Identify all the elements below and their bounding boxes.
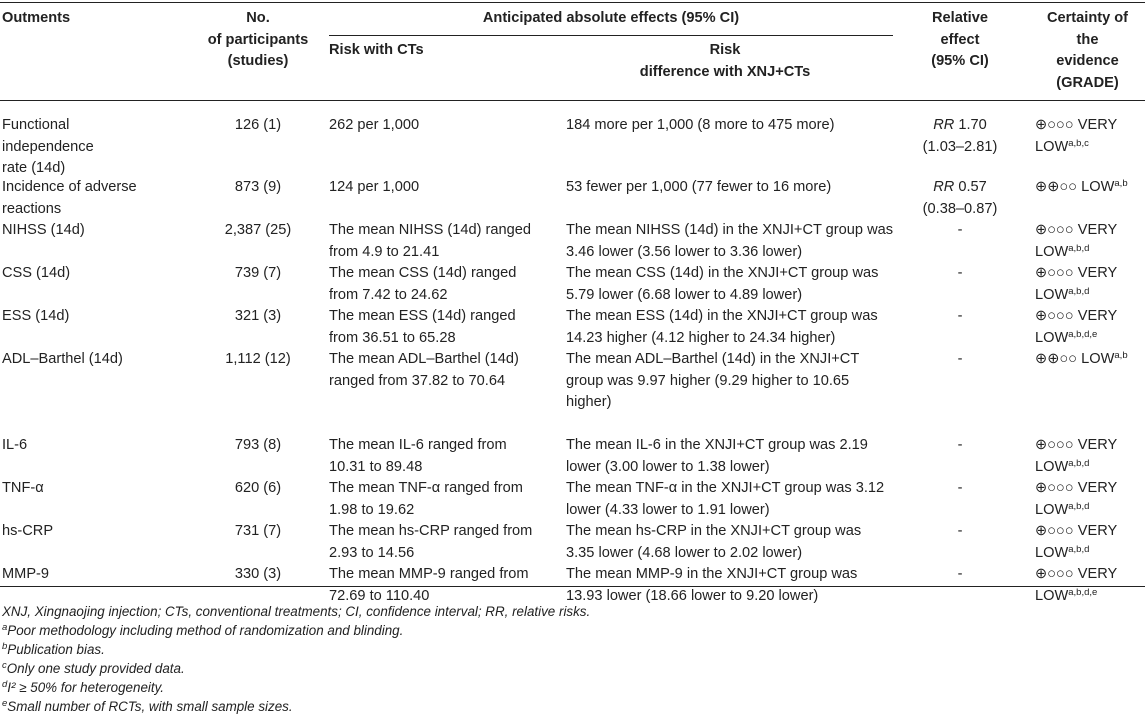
relative-effect-line: -: [957, 437, 963, 453]
certainty-line: LOW$^{a,b,c}$: [1035, 137, 1089, 155]
certainty-line: ⊕○○○ VERY: [1035, 566, 1118, 582]
risk-ct-cell: [329, 521, 532, 564]
participants-cell: 126 (1): [234, 117, 282, 133]
risk-difference-line: The mean NIHSS (14d) in the XNJI+CT group was: [566, 222, 894, 238]
certainty-line: LOW$^{a,b,d}$: [1035, 457, 1090, 475]
certainty-line: LOW$^{a,b,d}$: [1035, 242, 1090, 260]
outcome-cell: [2, 115, 94, 180]
participants-cell: 1,112 (12): [225, 351, 291, 367]
relative-effect-cell: [910, 435, 1010, 457]
header-certainty-line: evidence: [1056, 53, 1119, 69]
relative-effect-cell: [910, 349, 1010, 371]
risk-difference-line: 184 more per 1,000 (8 more to 475 more): [566, 117, 835, 133]
header-relative-effect: [910, 8, 1010, 73]
certainty-line: ⊕○○○ VERY: [1035, 437, 1118, 453]
certainty-line: ⊕○○○ VERY: [1035, 523, 1118, 539]
outcome-line: Incidence of adverse: [2, 179, 137, 195]
header-risk-difference-line: difference with XNJ+CTs: [639, 63, 811, 80]
risk-ct-cell: [329, 115, 419, 137]
risk-difference-cell: [566, 263, 878, 306]
header-certainty-line: Certainty of: [1046, 10, 1129, 26]
certainty-line: LOW$^{a,b,d}$: [1035, 285, 1090, 303]
risk-difference-line: The mean hs-CRP in the XNJI+CT group was: [566, 523, 862, 539]
relative-effect-cell: [910, 177, 1010, 220]
outcome-line: IL-6: [2, 437, 28, 453]
participants-cell: 731 (7): [234, 523, 282, 539]
header-participants-line: of participants: [207, 31, 309, 48]
footnote-text: XNJ, Xingnaojing injection; CTs, conventional treatments; CI, confidence interval; RR, relative risks.: [2, 604, 591, 619]
relative-effect-line: (1.03–2.81): [922, 138, 998, 155]
outcome-cell: [2, 349, 123, 371]
footnote-mark: c: [2, 660, 7, 671]
risk-difference-line: The mean TNF-α in the XNJI+CT group was 3.12: [566, 480, 885, 496]
risk-ct-line: from 7.42 to 24.62: [329, 286, 448, 303]
header-risk-difference-line: Risk: [709, 42, 741, 58]
relative-effect-cell: [910, 478, 1010, 500]
footnote: [2, 698, 293, 715]
relative-effect-line: RR 0.57: [933, 179, 987, 195]
outcome-line: reactions: [2, 200, 62, 217]
participants-cell: 873 (9): [234, 179, 282, 195]
risk-ct-line: The mean CSS (14d) ranged: [329, 265, 517, 281]
risk-difference-cell: [566, 115, 835, 137]
certainty-footnote-marks: a,b,d: [1068, 242, 1090, 254]
certainty-line: ⊕⊕○○ LOW$^{a,b}$: [1035, 178, 1128, 195]
footnote-mark: a: [2, 622, 8, 633]
risk-ct-line: The mean ESS (14d) ranged: [329, 308, 516, 324]
risk-difference-line: The mean MMP-9 in the XNJI+CT group was: [566, 566, 858, 582]
risk-difference-cell: [566, 478, 884, 521]
header-certainty-line: the: [1076, 31, 1099, 48]
certainty-cell: [1035, 349, 1128, 371]
header-risk-ct: Risk with CTs: [329, 42, 424, 58]
footnote-text: Poor methodology including method of randomization and blinding.: [7, 623, 404, 638]
participants-cell: 321 (3): [234, 308, 282, 324]
participants-cell: 330 (3): [234, 566, 282, 582]
participants-cell: 2,387 (25): [224, 222, 292, 238]
outcome-line: ESS (14d): [2, 308, 70, 324]
risk-difference-cell: [566, 435, 868, 478]
certainty-line: LOW$^{a,b,d,e}$: [1035, 586, 1098, 604]
risk-ct-line: The mean ADL–Barthel (14d): [329, 351, 519, 367]
certainty-line: ⊕⊕○○ LOW$^{a,b}$: [1035, 350, 1128, 367]
footnote: [2, 622, 403, 639]
risk-ct-line: 1.98 to 19.62: [329, 501, 415, 518]
risk-ct-line: The mean TNF-α ranged from: [329, 480, 523, 496]
header-rule: [0, 100, 1145, 101]
risk-difference-cell: [566, 564, 857, 607]
certainty-line: ⊕○○○ VERY: [1035, 117, 1118, 133]
footnote-mark: b: [2, 641, 8, 652]
risk-ct-cell: [329, 263, 516, 306]
risk-ct-line: The mean MMP-9 ranged from: [329, 566, 529, 582]
relative-effect-line: -: [957, 566, 963, 582]
risk-difference-line: lower (4.33 lower to 1.91 lower): [566, 501, 770, 518]
relative-effect-line: -: [957, 222, 963, 238]
outcome-cell: [2, 220, 85, 242]
risk-difference-line: The mean ESS (14d) in the XNJI+CT group was: [566, 308, 878, 324]
certainty-line: ⊕○○○ VERY: [1035, 222, 1118, 238]
certainty-cell: [1035, 263, 1117, 306]
header-relative-line: (95% CI): [931, 53, 989, 69]
anticipated-effects-rule: [329, 35, 893, 36]
certainty-cell: [1035, 435, 1117, 478]
certainty-footnote-marks: a,b,d: [1068, 285, 1090, 297]
risk-ct-line: 10.31 to 89.48: [329, 458, 423, 475]
certainty-cell: [1035, 478, 1117, 521]
risk-ct-line: 124 per 1,000: [329, 179, 420, 195]
risk-ct-line: ranged from 37.82 to 70.64: [329, 372, 506, 389]
relative-effect-cell: [910, 564, 1010, 586]
rr-label: RR: [933, 117, 955, 133]
footnote-text: Small number of RCTs, with small sample sizes.: [7, 699, 293, 714]
risk-ct-line: from 36.51 to 65.28: [329, 329, 456, 346]
certainty-line: ⊕○○○ VERY: [1035, 308, 1118, 324]
footnote: [2, 641, 105, 658]
header-anticipated-effects: [329, 8, 893, 30]
risk-ct-cell: [329, 349, 519, 392]
risk-difference-cell: [566, 177, 831, 199]
outcome-cell: [2, 478, 44, 500]
outcome-line: hs-CRP: [2, 523, 54, 539]
relative-effect-line: (0.38–0.87): [922, 200, 998, 217]
risk-difference-line: 14.23 higher (4.12 higher to 24.34 higher): [566, 329, 836, 346]
outcome-line: ADL–Barthel (14d): [2, 351, 123, 367]
certainty-line: ⊕○○○ VERY: [1035, 265, 1118, 281]
risk-difference-line: higher): [566, 394, 612, 410]
outcome-cell: [2, 177, 137, 220]
relative-effect-cell: [910, 220, 1010, 242]
relative-effect-cell: [910, 263, 1010, 285]
risk-ct-cell: [329, 435, 507, 478]
risk-difference-line: 3.35 lower (4.68 lower to 2.02 lower): [566, 544, 803, 561]
relative-effect-line: -: [957, 351, 963, 367]
certainty-footnote-marks: a,b,c: [1068, 137, 1089, 149]
outcome-cell: [2, 564, 49, 586]
risk-ct-line: 2.93 to 14.56: [329, 544, 415, 561]
header-relative-line: effect: [940, 31, 980, 48]
certainty-footnote-marks: a,b,d,e: [1068, 328, 1098, 340]
top-rule: [0, 2, 1145, 3]
risk-ct-line: from 4.9 to 21.41: [329, 243, 440, 260]
risk-difference-line: 5.79 lower (6.68 lower to 4.89 lower): [566, 286, 803, 303]
participants-cell: 620 (6): [234, 480, 282, 496]
certainty-line: LOW$^{a,b,d}$: [1035, 500, 1090, 518]
participants-cell: 793 (8): [234, 437, 282, 453]
relative-effect-line: -: [957, 265, 963, 281]
certainty-cell: [1035, 220, 1117, 263]
certainty-cell: [1035, 521, 1117, 564]
rr-label: RR: [933, 179, 955, 195]
certainty-footnote-marks: a,b,d,e: [1068, 586, 1098, 598]
footnote-text: Publication bias.: [7, 642, 105, 657]
risk-ct-line: The mean NIHSS (14d) ranged: [329, 222, 531, 238]
relative-effect-line: RR 1.70: [933, 117, 987, 133]
header-participants: [196, 8, 320, 73]
relative-effect-line: -: [957, 308, 963, 324]
footnote-mark: d: [2, 679, 8, 690]
header-risk-difference: [600, 40, 850, 83]
risk-ct-line: 72.69 to 110.40: [329, 587, 430, 604]
certainty-line: LOW$^{a,b,d,e}$: [1035, 328, 1098, 346]
outcome-cell: [2, 521, 53, 543]
certainty-cell: [1035, 115, 1117, 158]
outcome-line: NIHSS (14d): [2, 222, 85, 238]
outcome-line: TNF-α: [2, 480, 44, 496]
footnote: [2, 660, 185, 677]
header-relative-line: Relative: [932, 10, 988, 26]
header-participants-line: (studies): [227, 53, 289, 69]
risk-ct-line: 262 per 1,000: [329, 117, 420, 133]
header-certainty-line: (GRADE): [1056, 74, 1119, 91]
risk-ct-cell: [329, 306, 516, 349]
certainty-line: LOW$^{a,b,d}$: [1035, 543, 1090, 561]
risk-ct-cell: [329, 478, 523, 521]
risk-ct-cell: [329, 177, 419, 199]
footnote: [2, 603, 590, 620]
participants-cell: 739 (7): [234, 265, 282, 281]
certainty-cell: [1035, 564, 1117, 607]
risk-difference-line: lower (3.00 lower to 1.38 lower): [566, 458, 770, 475]
risk-difference-line: 3.46 lower (3.56 lower to 3.36 lower): [566, 243, 803, 260]
certainty-cell: [1035, 177, 1128, 199]
outcome-line: independence: [2, 138, 94, 155]
outcome-cell: [2, 306, 69, 328]
risk-difference-cell: [566, 306, 878, 349]
outcome-line: MMP-9: [2, 566, 50, 582]
footnote-mark: e: [2, 698, 8, 709]
outcome-line: CSS (14d): [2, 265, 71, 281]
outcome-cell: [2, 435, 27, 457]
relative-effect-cell: [910, 306, 1010, 328]
certainty-line: ⊕○○○ VERY: [1035, 480, 1118, 496]
risk-difference-line: 13.93 lower (18.66 lower to 9.20 lower): [566, 587, 819, 604]
relative-effect-cell: [910, 115, 1010, 158]
header-anticipated-text: Anticipated absolute effects (95% CI): [482, 10, 740, 26]
header-outments: Outments: [2, 10, 71, 26]
risk-ct-cell: [329, 564, 529, 607]
relative-effect-cell: [910, 521, 1010, 543]
certainty-footnote-marks: a,b: [1114, 350, 1128, 361]
outcome-cell: [2, 263, 70, 285]
certainty-footnote-marks: a,b,d: [1068, 457, 1090, 469]
risk-difference-line: The mean ADL–Barthel (14d) in the XNJI+CT: [566, 351, 860, 367]
footnote: [2, 679, 164, 696]
relative-effect-line: -: [957, 480, 963, 496]
header-participants-line: No.: [246, 10, 270, 26]
header-certainty: [1030, 8, 1145, 94]
risk-difference-line: The mean IL-6 in the XNJI+CT group was 2.19: [566, 437, 868, 453]
risk-ct-line: The mean IL-6 ranged from: [329, 437, 507, 453]
risk-difference-cell: [566, 220, 893, 263]
certainty-cell: [1035, 306, 1117, 349]
certainty-footnote-marks: a,b,d: [1068, 500, 1090, 512]
relative-effect-line: -: [957, 523, 963, 539]
risk-difference-cell: [566, 349, 859, 414]
certainty-footnote-marks: a,b: [1114, 178, 1128, 189]
risk-ct-line: The mean hs-CRP ranged from: [329, 523, 533, 539]
risk-difference-cell: [566, 521, 861, 564]
certainty-footnote-marks: a,b,d: [1068, 543, 1090, 555]
outcome-line: rate (14d): [2, 160, 66, 176]
footnote-text: Only one study provided data.: [6, 661, 185, 676]
risk-difference-line: The mean CSS (14d) in the XNJI+CT group was: [566, 265, 879, 281]
outcome-line: Functional: [2, 117, 70, 133]
risk-difference-line: 53 fewer per 1,000 (77 fewer to 16 more): [566, 179, 832, 195]
risk-difference-line: group was 9.97 higher (9.29 higher to 10.65: [566, 372, 850, 389]
footnote-text: I² ≥ 50% for heterogeneity.: [7, 680, 165, 695]
risk-ct-cell: [329, 220, 531, 263]
